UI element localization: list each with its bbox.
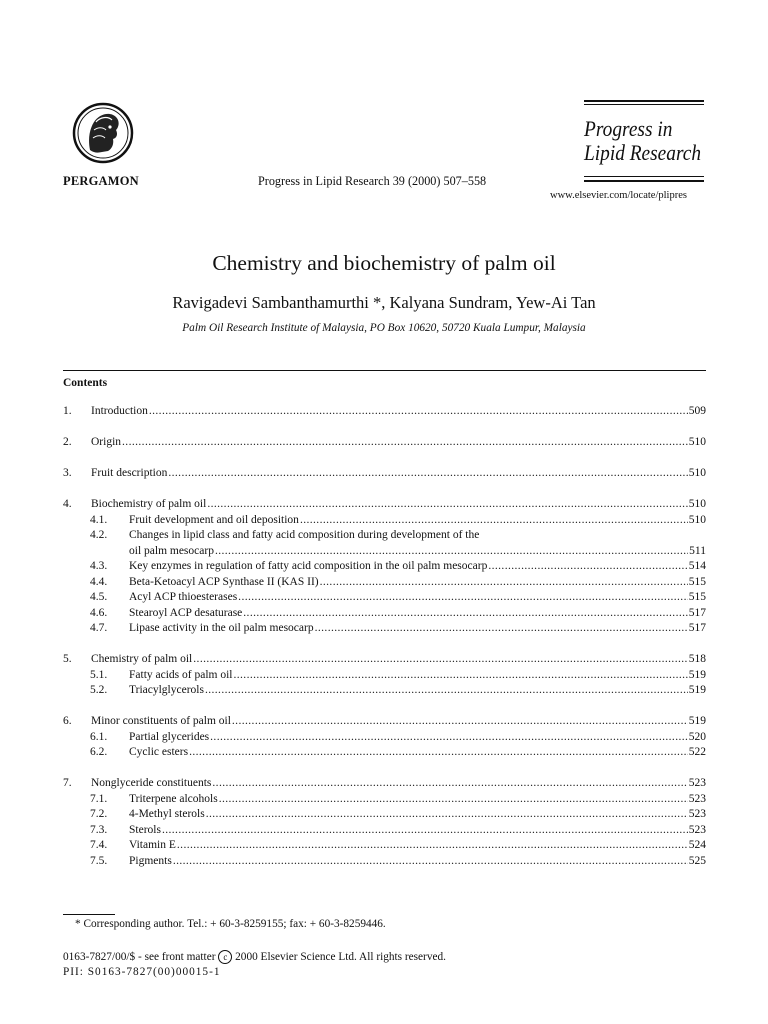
toc-subsection-number: 4.3.	[90, 560, 108, 572]
toc-subsection-entry[interactable]	[63, 807, 706, 823]
toc-section-title: Chemistry of palm oil	[91, 653, 193, 665]
toc-subsection-title: Stearoyl ACP desaturase	[129, 606, 243, 619]
dot-leader	[168, 466, 687, 482]
toc-subsection-line	[129, 823, 706, 839]
toc-subsection-line	[129, 606, 706, 622]
dot-leader	[300, 513, 688, 529]
dot-leader	[122, 435, 688, 451]
toc-section-title: Biochemistry of palm oil	[91, 498, 207, 510]
toc-subsection-number: 5.1.	[90, 668, 108, 681]
toc-subsection-line	[129, 544, 706, 560]
toc-subsection-page: 511	[689, 544, 706, 557]
toc-section-entry[interactable]	[63, 435, 706, 451]
toc-subsection-line	[129, 807, 706, 823]
toc-subsection-title-cont: oil palm mesocarp	[129, 544, 214, 557]
toc-subsection-entry[interactable]	[63, 559, 706, 575]
dot-leader	[177, 838, 688, 854]
dot-leader	[206, 807, 688, 823]
toc-section-page: 518	[688, 653, 706, 665]
toc-section-title: Introduction	[91, 405, 148, 417]
toc-subsection-title: Vitamin E	[129, 839, 176, 851]
dot-leader	[162, 823, 688, 839]
toc-subsection-entry[interactable]	[63, 854, 706, 870]
contents-heading: Contents	[63, 377, 108, 389]
toc-section-line	[91, 466, 706, 482]
toc-subsection-number: 4.6.	[90, 606, 108, 619]
copyright-symbol: c	[218, 950, 232, 964]
toc-subsection-line	[129, 513, 706, 529]
toc-section-title: Minor constituents of palm oil	[91, 715, 231, 727]
toc-section-number: 6.	[63, 715, 72, 727]
toc-subsection-entry[interactable]	[63, 730, 706, 746]
toc-subsection-title: Pigments	[129, 854, 172, 867]
toc-subsection-page: 522	[688, 746, 706, 758]
article-affiliation: Palm Oil Research Institute of Malaysia, PO Box 10620, 50720 Kuala Lumpur, Malaysia	[182, 322, 586, 334]
toc-subsection-number: 4.7.	[90, 622, 108, 634]
toc-section-line	[91, 776, 706, 792]
toc-subsection-title: Cyclic esters	[129, 746, 189, 758]
dot-leader	[232, 714, 688, 730]
toc-subsection-page: 515	[688, 591, 706, 603]
toc-section-line	[91, 404, 706, 420]
toc-subsection-number: 7.4.	[90, 839, 108, 851]
toc-section-number: 4.	[63, 498, 72, 510]
article-title: Chemistry and biochemistry of palm oil	[212, 251, 556, 275]
journal-url[interactable]: www.elsevier.com/locate/plipres	[550, 190, 687, 201]
toc-subsection-page: 524	[688, 839, 706, 851]
dot-leader	[210, 730, 688, 746]
journal-rule-top	[584, 100, 704, 102]
toc-subsection-title: Beta-Ketoacyl ACP Synthase II (KAS II)	[129, 575, 319, 588]
toc-subsection-title: Key enzymes in regulation of fatty acid composition in the oil palm mesocarp	[129, 560, 488, 572]
toc-subsection-title: Sterols	[129, 823, 161, 836]
toc-subsection-page: 523	[688, 808, 706, 820]
toc-section-line	[91, 652, 706, 668]
contents-rule	[63, 370, 706, 371]
toc-section-title: Fruit description	[91, 467, 168, 479]
toc-section-page: 523	[688, 777, 706, 789]
toc-subsection-number: 7.3.	[90, 823, 108, 836]
toc-section-entry[interactable]	[63, 497, 706, 513]
journal-rule-bottom	[584, 180, 704, 182]
dot-leader	[233, 668, 687, 684]
toc-subsection-number: 4.1.	[90, 513, 108, 526]
toc-section-entry[interactable]	[63, 404, 706, 420]
toc-subsection-entry[interactable]	[63, 621, 706, 637]
pii: PII: S0163-7827(00)00015-1	[63, 966, 221, 978]
publisher-logo-icon	[72, 100, 134, 166]
dot-leader	[219, 792, 688, 808]
dot-leader	[205, 683, 688, 699]
toc-subsection-page: 514	[688, 560, 706, 572]
toc-section-page: 510	[688, 467, 706, 479]
toc-subsection-number: 7.2.	[90, 808, 108, 820]
dot-leader	[488, 559, 687, 575]
toc-subsection-number: 6.2.	[90, 746, 108, 758]
dot-leader	[173, 854, 688, 870]
toc-subsection-number: 7.1.	[90, 792, 108, 805]
toc-subsection-page: 510	[688, 513, 706, 526]
copyright-suffix: 2000 Elsevier Science Ltd. All rights reserved.	[235, 951, 446, 963]
toc-subsection-title: Lipase activity in the oil palm mesocarp	[129, 622, 314, 634]
toc-subsection-number: 7.5.	[90, 854, 108, 867]
toc-section-line	[91, 497, 706, 513]
toc-subsection-line	[129, 683, 706, 699]
toc-subsection-page: 517	[688, 622, 706, 634]
toc-subsection-page: 523	[688, 823, 706, 836]
toc-subsection-entry[interactable]	[63, 606, 706, 622]
dot-leader	[215, 544, 688, 560]
section-gap	[63, 451, 706, 467]
footnote: * Corresponding author. Tel.: + 60-3-8259155; fax: + 60-3-8259446.	[75, 918, 386, 930]
journal-rule-bottom-thin	[584, 176, 704, 177]
toc-section-page: 510	[688, 498, 706, 510]
journal-title-line2: Lipid Research	[584, 140, 702, 165]
dot-leader	[207, 497, 687, 513]
dot-leader	[243, 606, 687, 622]
footnote-rule	[63, 914, 115, 915]
toc-subsection-line	[129, 575, 706, 591]
toc-subsection-number: 4.5.	[90, 591, 108, 603]
table-of-contents	[63, 404, 706, 869]
toc-subsection-page: 520	[688, 730, 706, 743]
dot-leader	[189, 745, 688, 761]
toc-subsection-title: Partial glycerides	[129, 730, 210, 743]
dot-leader	[320, 575, 688, 591]
toc-section-entry[interactable]	[63, 776, 706, 792]
toc-subsection-line	[129, 745, 706, 761]
toc-subsection-entry[interactable]	[63, 513, 706, 529]
article-authors: Ravigadevi Sambanthamurthi *, Kalyana Sundram, Yew-Ai Tan	[172, 293, 596, 312]
toc-subsection-number: 5.2.	[90, 684, 108, 696]
toc-subsection-number: 4.2.	[90, 529, 108, 541]
toc-subsection-page: 525	[688, 854, 706, 867]
toc-subsection-continuation[interactable]	[63, 544, 706, 560]
publisher-name: PERGAMON	[63, 174, 139, 188]
section-gap	[63, 637, 706, 653]
dot-leader	[238, 590, 688, 606]
toc-section-line	[91, 435, 706, 451]
toc-subsection-title: Changes in lipid class and fatty acid composition during development of the	[129, 529, 480, 541]
toc-subsection-entry[interactable]	[63, 575, 706, 591]
toc-subsection-line	[129, 792, 706, 808]
toc-subsection-title: Fruit development and oil deposition	[129, 513, 299, 526]
toc-section-number: 1.	[63, 405, 72, 417]
toc-subsection-entry[interactable]	[63, 823, 706, 839]
dot-leader	[193, 652, 687, 668]
toc-section-title: Origin	[91, 436, 122, 448]
toc-subsection-line	[129, 621, 706, 637]
toc-subsection-line	[129, 854, 706, 870]
toc-subsection-line	[129, 668, 706, 684]
toc-subsection-title: 4-Methyl sterols	[129, 808, 205, 820]
dot-leader	[149, 404, 688, 420]
toc-section-number: 2.	[63, 436, 72, 448]
toc-section-page: 510	[688, 436, 706, 448]
toc-subsection-line	[129, 559, 706, 575]
section-gap	[63, 420, 706, 436]
dot-leader	[212, 776, 687, 792]
toc-section-entry[interactable]	[63, 466, 706, 482]
toc-section-title: Nonglyceride constituents	[91, 777, 212, 789]
toc-section-page: 509	[688, 405, 706, 417]
toc-subsection-title: Triacylglycerols	[129, 684, 204, 696]
toc-subsection-line	[129, 590, 706, 606]
toc-section-entry[interactable]	[63, 652, 706, 668]
journal-rule-top-thin	[584, 104, 704, 105]
toc-subsection-number: 4.4.	[90, 575, 108, 588]
copyright-line	[63, 950, 446, 964]
toc-subsection-page: 519	[688, 668, 706, 681]
journal-title-line1: Progress in	[584, 116, 673, 141]
section-gap	[63, 482, 706, 498]
toc-subsection-page: 517	[688, 606, 706, 619]
toc-subsection-page: 515	[688, 575, 706, 588]
toc-subsection-page: 519	[688, 684, 706, 696]
toc-section-line	[91, 714, 706, 730]
toc-subsection-number: 6.1.	[90, 730, 108, 743]
toc-section-number: 7.	[63, 777, 72, 789]
toc-subsection-title: Triterpene alcohols	[129, 792, 218, 805]
journal-title	[584, 117, 701, 165]
toc-subsection-entry[interactable]	[63, 838, 706, 854]
toc-subsection-entry[interactable]	[63, 668, 706, 684]
journal-citation: Progress in Lipid Research 39 (2000) 507–558	[258, 174, 487, 188]
toc-section-entry[interactable]	[63, 714, 706, 730]
toc-subsection-line	[129, 730, 706, 746]
toc-subsection-title: Acyl ACP thioesterases	[129, 591, 238, 603]
toc-subsection-page: 523	[688, 792, 706, 805]
toc-subsection-entry[interactable]	[63, 528, 706, 544]
toc-subsection-entry[interactable]	[63, 745, 706, 761]
toc-subsection-entry[interactable]	[63, 590, 706, 606]
toc-subsection-entry[interactable]	[63, 683, 706, 699]
dot-leader	[315, 621, 688, 637]
toc-subsection-line	[129, 838, 706, 854]
toc-section-page: 519	[688, 715, 706, 727]
toc-subsection-title: Fatty acids of palm oil	[129, 668, 233, 681]
section-gap	[63, 699, 706, 715]
copyright-prefix: 0163-7827/00/$ - see front matter	[63, 951, 216, 963]
section-gap	[63, 761, 706, 777]
toc-subsection-entry[interactable]	[63, 792, 706, 808]
toc-section-number: 3.	[63, 467, 72, 479]
toc-section-number: 5.	[63, 653, 72, 665]
